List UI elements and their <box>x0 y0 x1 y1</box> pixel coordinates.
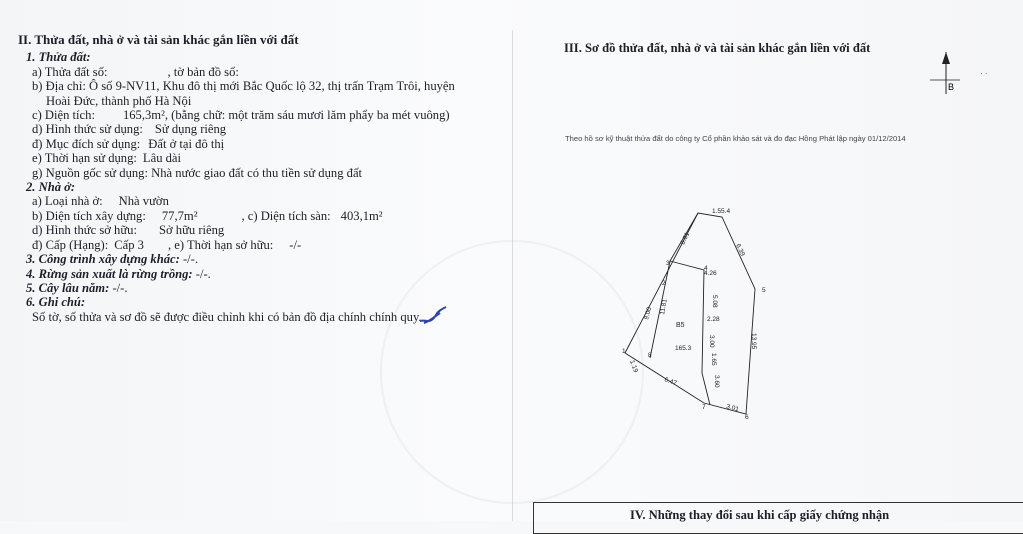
notes-heading: 6. Ghi chú: <box>26 295 86 310</box>
house-outline <box>650 261 710 405</box>
production-forest: 4. Rừng sản xuất là rừng trồng: -/-. <box>26 266 211 281</box>
point-8: 8 <box>648 352 652 359</box>
dim-inner-right1: 5.08 <box>711 295 718 308</box>
house-heading: 2. Nhà ở: <box>26 180 76 195</box>
plot-area: 165.3 <box>675 345 692 352</box>
land-heading: 1. Thửa đất: <box>26 50 91 65</box>
house-type: a) Loại nhà ở: Nhà vườn <box>32 194 169 209</box>
land-plot-diagram <box>600 195 780 430</box>
other-construction: 3. Công trình xây dựng khác: -/-. <box>26 252 199 267</box>
point-5: 5 <box>762 287 766 294</box>
land-address: b) Địa chỉ: Ô số 9-NV11, Khu đô thị mới Bắc Quốc lộ 32, thị trấn Trạm Trôi, huyện <box>32 79 455 94</box>
point-4: 4 <box>704 265 708 272</box>
dim-top: 1.55.4 <box>712 208 731 215</box>
land-address-2: Hoài Đức, thành phố Hà Nội <box>46 93 192 108</box>
house-grade: đ) Cấp (Hạng): Cấp 3 , e) Thời hạn sở hữu: -/- <box>32 237 302 252</box>
north-arrow-icon <box>930 50 1010 100</box>
dim-inner-top: 4.26 <box>704 270 717 277</box>
dim-left-top: 8.61 <box>679 231 692 246</box>
dim-bottom-right: 3.01 <box>725 403 740 414</box>
point-7: 7 <box>702 404 706 411</box>
dim-inner-right4: 1.65 <box>710 353 717 366</box>
pen-signature-mark <box>418 305 448 327</box>
point-2: 2 <box>662 280 666 287</box>
dim-inner-right3: 3.00 <box>708 335 715 348</box>
dim-corner-left: 1.19 <box>628 359 640 374</box>
dim-bottom: 6.47 <box>663 376 678 388</box>
section-ii-title: II. Thửa đất, nhà ở và tài sản khác gắn liền với đất <box>18 32 299 47</box>
dim-inner-right2: 2.28 <box>707 316 720 323</box>
point-3: 3 <box>666 260 670 267</box>
section-ii <box>18 33 498 324</box>
dim-inner-right5: 3.60 <box>713 375 720 388</box>
land-use-form: d) Hình thức sử dụng: Sử dụng riêng <box>32 122 227 137</box>
land-origin: g) Nguồn gốc sử dụng: Nhà nước giao đất có thu tiền sử dụng đất <box>32 165 363 180</box>
point-6: 6 <box>745 414 749 421</box>
dim-right-top: 6.39 <box>734 242 746 258</box>
dim-left-side: 9.00 <box>643 306 654 321</box>
land-area: c) Diện tích: 165,3m², (bằng chữ: một trăm sáu mươi lăm phẩy ba mét vuông) <box>32 108 450 123</box>
plot-label: B5 <box>676 322 685 329</box>
land-use-purpose: đ) Mục đích sử dụng: Đất ở tại đô thị <box>32 136 225 151</box>
perennial-trees: 5. Cây lâu năm: -/-. <box>26 280 128 295</box>
svg-text:· ·: · · <box>980 69 988 78</box>
compass-label: B <box>948 82 955 92</box>
dim-right-side: 13.95 <box>750 333 757 350</box>
point-1: 1 <box>622 348 626 355</box>
land-use-term: e) Thời hạn sử dụng: Lâu dài <box>32 151 182 166</box>
dim-inner-left: 11.81 <box>659 298 669 316</box>
house-build-area: b) Diện tích xây dựng: 77,7m² , c) Diện tích sàn: 403,1m² <box>32 208 383 223</box>
section-iii-title: III. Sơ đồ thửa đất, nhà ở và tài sản khác gắn liền với đất <box>564 41 871 55</box>
survey-note: Theo hồ sơ kỹ thuật thửa đất do công ty Cổ phần khảo sát và đo đạc Hồng Phát lập ngày 01/12/2014 <box>565 134 906 143</box>
notes-text: Số tờ, số thửa và sơ đồ sẽ được điều chỉnh khi có bản đồ địa chính chính quy. <box>32 309 422 324</box>
land-number: a) Thửa đất số: , tờ bản đồ số: <box>32 64 239 79</box>
house-ownership: d) Hình thức sở hữu: Sở hữu riêng <box>32 223 225 238</box>
section-iv-title: IV. Những thay đổi sau khi cấp giấy chứng nhận <box>630 508 890 522</box>
